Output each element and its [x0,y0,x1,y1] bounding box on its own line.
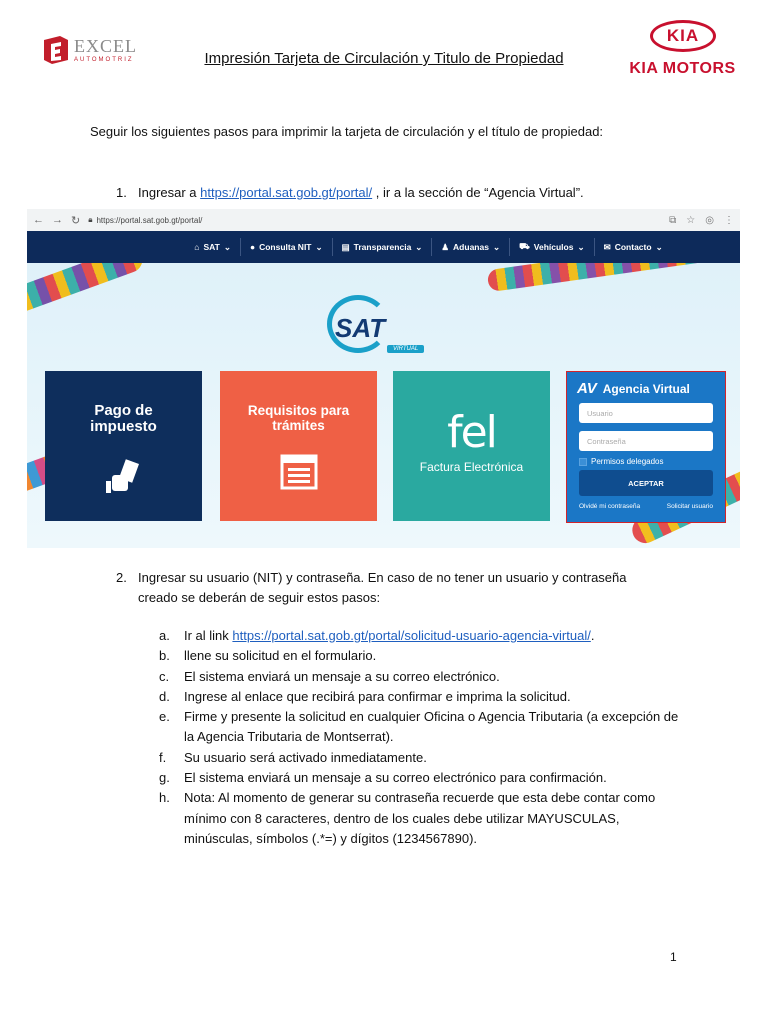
list-text: . [590,628,595,643]
nav-item-contacto[interactable] [595,238,672,256]
kia-motors-text: KIA MOTORS [629,60,736,77]
excel-logo-name: EXCEL [74,36,137,56]
decorative-stripe [487,263,708,292]
nav-item-transparencia[interactable] [333,238,433,256]
nav-label: Transparencia [353,242,412,252]
nav-label: SAT [203,242,220,252]
usuario-input[interactable]: Usuario [579,403,713,423]
list-letter: d. [159,688,170,704]
forgot-password-link[interactable]: Olvidé mi contraseña [579,503,641,510]
fel-logo: fel [447,407,496,458]
nav-label: Contacto [614,242,652,252]
agencia-virtual-title: Agencia Virtual [602,381,690,396]
kia-oval-text: KIA [666,26,700,45]
decorative-stripe [27,263,146,329]
tile-title: Factura Electrónica [419,460,524,474]
officer-icon: ♟ [441,241,450,252]
permisos-delegados-checkbox[interactable] [579,457,715,466]
tile-title: Requisitos para trámites [247,403,350,433]
list-letter: a. [159,628,170,643]
list-letter: h. [159,790,170,806]
sat-logo-word: SAT [335,313,386,343]
step-number: 2. [116,570,127,585]
request-user-link[interactable]: Solicitar usuario [666,503,713,510]
list-text: Ingrese al enlace que recibirá para confirmar e imprima la solicitud. [184,688,571,704]
mail-icon: ✉ [603,241,611,252]
browser-toolbar [27,209,740,231]
chevron-down-icon: ⌄ [223,241,231,252]
chevron-down-icon: ⌄ [315,241,323,252]
chevron-down-icon: ⌄ [492,241,501,252]
checkbox-box[interactable] [579,458,587,466]
list-item [159,626,689,646]
nav-item-vehiculos[interactable] [510,238,595,256]
substeps-list [159,626,689,849]
translate-icon[interactable]: ⧉ [669,214,677,226]
list-text: Nota: Al momento de generar su contraseña recuerde que esta debe contar como mínimo con 8 caracteres, dentro de los cuales debe utilizar MAYUSCULAS, minúsculas, símbolos (.*=) y dígitos (1234567890). [184,790,656,846]
portal-link[interactable]: https://portal.sat.gob.gt/portal/ [200,185,373,200]
page-number: 1 [670,950,677,964]
list-text: El sistema enviará un mensaje a su correo electrónico. [184,668,500,684]
checkbox-label: Permisos delegados [591,457,664,466]
reload-icon[interactable]: ↻ [71,214,81,227]
agencia-virtual-login [566,371,726,523]
chevron-down-icon: ⌄ [655,241,663,252]
nav-label: Aduanas [453,242,489,252]
list-text: Ir al link [184,628,233,643]
list-letter: e. [159,709,170,725]
nav-item-consulta-nit[interactable] [241,238,333,256]
tile-pago-impuesto[interactable] [45,371,202,521]
list-letter: f. [159,749,167,765]
list-item [159,687,689,707]
back-arrow-icon[interactable]: ← [33,214,44,226]
address-bar[interactable] [88,215,661,225]
user-icon: ● [249,242,256,252]
document-title: Impresión Tarjeta de Circulación y Titulo de Propiedad [204,50,564,67]
step-number: 1. [116,185,127,200]
portal-screenshot [27,209,740,548]
extension-icon[interactable]: ◎ [705,214,714,226]
tile-factura-electronica[interactable] [393,371,550,521]
list-letter: c. [159,668,170,684]
agencia-virtual-logo: AV [577,380,597,397]
list-text: llene su solicitud en el formulario. [184,648,377,664]
list-item [159,707,689,748]
star-icon[interactable]: ☆ [686,214,696,226]
list-letter: b. [159,648,170,664]
tile-title: Pago de impuesto [90,402,157,435]
address-bar-url: https://portal.sat.gob.gt/portal/ [96,215,203,225]
step-1-text-after: , ir a la sección de “Agencia Virtual”. [372,185,584,200]
chevron-down-icon: ⌄ [577,241,585,252]
list-text: Firme y presente la solicitud en cualquier Oficina o Agencia Tributaria (a excepción de la Agencia Tributaria de Montserrat). [184,709,679,745]
kia-motors-logo [625,20,740,80]
forward-arrow-icon[interactable]: → [52,214,63,226]
list-item [159,748,689,768]
solicitud-usuario-link[interactable]: https://portal.sat.gob.gt/portal/solicitud-usuario-agencia-virtual/ [232,628,591,643]
excel-logo-sub: AUTOMOTRIZ [74,57,134,63]
aceptar-button[interactable]: ACEPTAR [579,470,713,496]
list-item [159,788,689,849]
nav-item-sat[interactable] [185,238,241,256]
chevron-down-icon: ⌄ [415,241,423,252]
form-icon [220,453,377,496]
step-1 [116,185,584,200]
intro-paragraph: Seguir los siguientes pasos para imprimir la tarjeta de circulación y el título de propiedad: [90,124,604,139]
list-item [159,667,689,687]
step-2 [116,568,676,605]
step-1-text-before: Ingresar a [138,185,201,200]
home-icon: ⌂ [194,242,200,252]
contrasena-input[interactable]: Contraseña [579,431,713,451]
sat-logo-sub: VIRTUAL [387,345,424,353]
list-text: El sistema enviará un mensaje a su correo electrónico para confirmación. [184,770,607,786]
nav-label: Consulta NIT [259,242,312,252]
lock-icon: 🔒︎ [88,215,93,224]
nav-item-aduanas[interactable] [432,238,510,256]
kia-oval-logo [650,20,716,52]
list-item [159,646,689,666]
portal-hero [27,263,740,548]
sat-navbar [27,231,740,263]
sat-virtual-logo [327,285,447,365]
car-icon: ⛟ [519,241,530,251]
nav-label: Vehículos [533,242,574,252]
money-hand-icon [45,457,202,506]
building-icon: ▤ [341,241,350,252]
tile-requisitos-tramites[interactable] [220,371,377,521]
list-text: Su usuario será activado inmediatamente. [184,749,427,765]
menu-icon[interactable]: ⋮ [724,214,734,226]
step-2-text: Ingresar su usuario (NIT) y contraseña. En caso de no tener un usuario y contraseña creado se deberán de seguir estos pasos: [138,570,627,605]
list-item [159,768,689,788]
list-letter: g. [159,770,170,786]
